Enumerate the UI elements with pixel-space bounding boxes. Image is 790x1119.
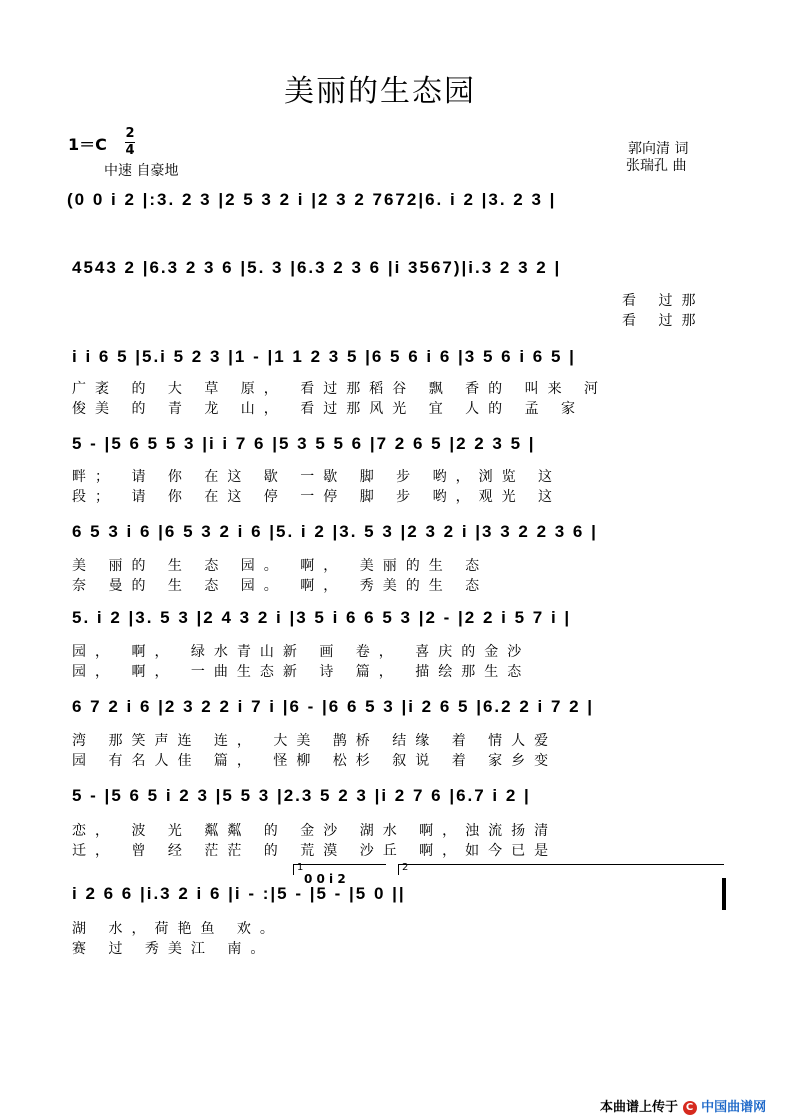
song-title: 美丽的生态园 <box>284 74 476 109</box>
upload-note <box>600 1096 766 1115</box>
time-signature-top: 2 <box>125 126 135 141</box>
notation-line-7: 6 7 2 i 6 |2 3 2 2 i 7 i |6 - |6 6 5 3 |i 2 6 5 |6.2 2 i 7 2 | <box>72 697 595 716</box>
upload-text: 本曲谱上传于 <box>600 1100 679 1115</box>
lyric-line-3-verse-1: 广袤 的 大 草 原， 看过那稻谷 飘 香的 叫来 河 <box>72 381 608 397</box>
lyric-line-6-verse-1: 园， 啊， 绿水青山新 画 卷， 喜庆的金沙 <box>72 644 531 660</box>
lyric-line-5-verse-2: 奈 曼的 生 态 园。 啊， 秀美的生 态 <box>72 578 489 594</box>
second-ending-number: 2 <box>402 862 409 873</box>
time-signature-bottom: 4 <box>125 143 135 158</box>
site-logo-icon: C <box>683 1101 697 1115</box>
key-signature: 1＝C <box>68 135 107 154</box>
notation-line-1: (0 0 i 2 |:3. 2 3 |2 5 3 2 i |2 3 2 7672|6. i 2 |3. 2 3 | <box>67 190 557 209</box>
notation-line-3: i i 6 5 |5.i 5 2 3 |1 - |1 1 2 3 5 |6 5 6 i 6 |3 5 6 i 6 5 | <box>72 347 576 366</box>
lyric-line-5-verse-1: 美 丽的 生 态 园。 啊， 美丽的生 态 <box>72 558 489 574</box>
first-ending-number: 1 <box>297 862 304 873</box>
lyric-line-4-verse-1: 畔； 请 你 在这 歇 一歇 脚 步 哟，浏览 这 <box>72 469 562 485</box>
composer-credit: 张瑞孔 曲 <box>626 158 687 174</box>
lyricist-credit: 郭向清 词 <box>628 141 689 157</box>
lyric-line-7-verse-1: 湾 那笑声连 连， 大美 鹊桥 结缘 着 情人爱 <box>72 733 558 749</box>
notation-line-6: 5. i 2 |3. 5 3 |2 4 3 2 i |3 5 i 6 6 5 3 |2 - |2 2 i 5 7 i | <box>72 608 572 627</box>
lyric-line-6-verse-2: 园， 啊， 一曲生态新 诗 篇， 描绘那生态 <box>72 664 531 680</box>
notation-line-2: 4543 2 |6.3 2 3 6 |5. 3 |6.3 2 3 6 |i 3567)|i.3 2 3 2 | <box>72 258 562 277</box>
lyric-line-9-verse-2: 赛 过 秀美江 南。 <box>72 941 274 957</box>
final-barline <box>722 878 726 910</box>
lyric-line-8-verse-2: 迁， 曾 经 茫茫 的 荒漠 沙丘 啊，如今已是 <box>72 843 558 859</box>
notation-line-9: i 2 6 6 |i.3 2 i 6 |i - :|5 - |5 - |5 0 || <box>72 884 406 903</box>
notation-line-4: 5 - |5 6 5 5 3 |i i 7 6 |5 3 5 5 6 |7 2 6 5 |2 2 3 5 | <box>72 434 536 453</box>
lyric-line-4-verse-2: 段； 请 你 在这 停 一停 脚 步 哟，观光 这 <box>72 489 562 505</box>
time-signature <box>125 127 135 158</box>
lyric-line-2-verse-2: 看 过那 <box>622 313 705 329</box>
notation-line-5: 6 5 3 i 6 |6 5 3 2 i 6 |5. i 2 |3. 5 3 |2 3 2 i |3 3 2 2 3 6 | <box>72 522 598 541</box>
lyric-line-2-verse-1: 看 过那 <box>622 293 705 309</box>
second-ending-bracket <box>398 864 724 875</box>
tempo-marking: 中速 自豪地 <box>104 163 179 179</box>
lyric-line-8-verse-1: 恋， 波 光 粼粼 的 金沙 湖水 啊，浊流扬清 <box>72 823 558 839</box>
lyric-line-7-verse-2: 园 有名人佳 篇， 怪柳 松杉 叙说 着 家乡变 <box>72 753 558 769</box>
lead-in-notes: 0 0 i 2 <box>304 872 346 886</box>
site-name[interactable]: 中国曲谱网 <box>701 1100 767 1115</box>
lyric-line-3-verse-2: 俊美 的 青 龙 山， 看过那风光 宜 人的 孟 家 <box>72 401 585 417</box>
lyric-line-9-verse-1: 湖 水，荷艳鱼 欢。 <box>72 921 283 937</box>
notation-line-8: 5 - |5 6 5 i 2 3 |5 5 3 |2.3 5 2 3 |i 2 7 6 |6.7 i 2 | <box>72 786 531 805</box>
